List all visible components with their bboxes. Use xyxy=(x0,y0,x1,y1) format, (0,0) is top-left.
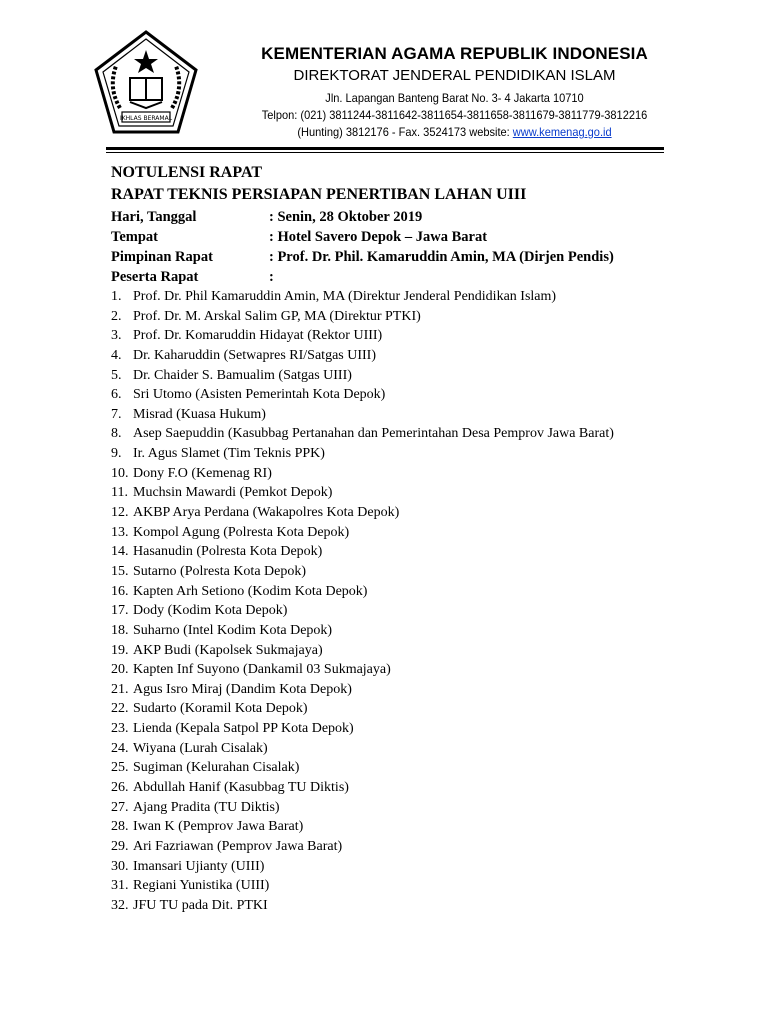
participant-item xyxy=(111,837,711,857)
meta-label: Tempat xyxy=(111,229,158,245)
participant-list xyxy=(111,287,711,916)
meta-label: Peserta Rapat xyxy=(111,269,199,285)
participant-name: Ari Fazriawan (Pemprov Jawa Barat) xyxy=(133,838,343,854)
participant-item xyxy=(111,542,711,562)
participant-name: Muchsin Mawardi (Pemkot Depok) xyxy=(133,485,333,501)
participant-number: 8. xyxy=(111,426,122,442)
participant-item xyxy=(111,739,711,759)
participant-name: Kompol Agung (Polresta Kota Depok) xyxy=(133,524,350,540)
participant-name: Sudarto (Koramil Kota Depok) xyxy=(133,701,308,717)
participant-number: 24. xyxy=(111,740,129,756)
participant-item xyxy=(111,680,711,700)
letterhead-divider-thick xyxy=(106,147,664,150)
participant-number: 11. xyxy=(111,485,128,501)
participant-number: 17. xyxy=(111,603,129,619)
participant-name: Misrad (Kuasa Hukum) xyxy=(133,406,266,422)
participant-item xyxy=(111,621,711,641)
participant-item xyxy=(111,366,711,386)
participant-item xyxy=(111,601,711,621)
meeting-details xyxy=(111,207,711,287)
document-subtitle: RAPAT TEKNIS PERSIAPAN PENERTIBAN LAHAN UIII xyxy=(111,186,527,203)
participant-item xyxy=(111,582,711,602)
participant-item xyxy=(111,719,711,739)
participant-name: Sutarno (Polresta Kota Depok) xyxy=(133,563,307,579)
participant-name: Kapten Arh Setiono (Kodim Kota Depok) xyxy=(133,583,368,599)
website-link[interactable]: www.kemenag.go.id xyxy=(512,125,612,139)
participant-item xyxy=(111,798,711,818)
meta-value: : Hotel Savero Depok – Jawa Barat xyxy=(269,229,488,245)
participant-number: 26. xyxy=(111,780,129,796)
participant-item xyxy=(111,641,711,661)
participant-name: Abdullah Hanif (Kasubbag TU Diktis) xyxy=(133,780,349,796)
participant-name: Suharno (Intel Kodim Kota Depok) xyxy=(133,622,333,638)
participant-item xyxy=(111,660,711,680)
participant-number: 22. xyxy=(111,701,129,717)
participant-number: 29. xyxy=(111,838,129,854)
participant-number: 5. xyxy=(111,367,122,383)
participant-number: 13. xyxy=(111,524,129,540)
participant-number: 4. xyxy=(111,347,122,363)
document-title: NOTULENSI RAPAT xyxy=(111,164,262,181)
document-body xyxy=(111,162,711,916)
participant-name: Dr. Chaider S. Bamualim (Satgas UIII) xyxy=(133,367,352,383)
participant-item xyxy=(111,562,711,582)
participant-item xyxy=(111,424,711,444)
participant-name: Dr. Kaharuddin (Setwapres RI/Satgas UIII) xyxy=(133,347,376,363)
participant-number: 14. xyxy=(111,544,129,560)
ministry-name: KEMENTERIAN AGAMA REPUBLIK INDONESIA xyxy=(261,44,648,63)
participant-item xyxy=(111,758,711,778)
participant-name: Prof. Dr. M. Arskal Salim GP, MA (Direktur PTKI) xyxy=(133,308,421,324)
participant-item xyxy=(111,464,711,484)
participant-name: AKP Budi (Kapolsek Sukmajaya) xyxy=(133,642,323,658)
participant-number: 7. xyxy=(111,406,122,422)
participant-number: 2. xyxy=(111,308,122,324)
participant-number: 6. xyxy=(111,387,122,403)
participant-name: Dony F.O (Kemenag RI) xyxy=(133,465,272,481)
participant-number: 31. xyxy=(111,878,129,894)
participant-item xyxy=(111,287,711,307)
logo-motto: IKHLAS BERAMAL xyxy=(119,115,173,122)
meta-row xyxy=(111,227,711,247)
participant-name: Imansari Ujianty (UIII) xyxy=(133,858,265,874)
participant-number: 16. xyxy=(111,583,129,599)
participant-number: 15. xyxy=(111,563,129,579)
participant-item xyxy=(111,385,711,405)
participant-number: 18. xyxy=(111,622,129,638)
directorate-name: DIREKTORAT JENDERAL PENDIDIKAN ISLAM xyxy=(293,67,616,84)
participant-number: 3. xyxy=(111,328,122,344)
kemenag-logo xyxy=(90,28,202,140)
participant-number: 32. xyxy=(111,897,129,913)
meta-value: : xyxy=(269,269,274,285)
meta-value: : Prof. Dr. Phil. Kamaruddin Amin, MA (Dirjen Pendis) xyxy=(269,249,614,265)
participant-number: 21. xyxy=(111,681,129,697)
letterhead-text xyxy=(232,44,677,139)
participant-name: Prof. Dr. Komaruddin Hidayat (Rektor UIII) xyxy=(133,328,383,344)
letterhead-divider-thin xyxy=(106,152,664,153)
participant-name: Dody (Kodim Kota Depok) xyxy=(133,603,288,619)
participant-name: Kapten Inf Suyono (Dankamil 03 Sukmajaya) xyxy=(133,662,391,678)
meta-value: : Senin, 28 Oktober 2019 xyxy=(269,209,423,225)
participant-name: Regiani Yunistika (UIII) xyxy=(133,878,270,894)
phone-numbers: Telpon: (021) 3811244-3811642-3811654-3811658-3811679-3811779-3812216 xyxy=(261,108,648,122)
meta-label: Hari, Tanggal xyxy=(111,209,197,225)
participant-name: Sri Utomo (Asisten Pemerintah Kota Depok) xyxy=(133,387,386,403)
participant-item xyxy=(111,444,711,464)
participant-name: Ir. Agus Slamet (Tim Teknis PPK) xyxy=(133,446,325,462)
participant-number: 10. xyxy=(111,465,129,481)
hunting-fax-line xyxy=(250,125,659,139)
participant-item xyxy=(111,896,711,916)
participant-name: Iwan K (Pemprov Jawa Barat) xyxy=(133,819,304,835)
participant-item xyxy=(111,699,711,719)
participant-number: 12. xyxy=(111,505,129,521)
meta-row xyxy=(111,247,711,267)
participant-item xyxy=(111,405,711,425)
participant-number: 20. xyxy=(111,662,129,678)
participant-item xyxy=(111,346,711,366)
participant-number: 27. xyxy=(111,799,129,815)
participant-name: AKBP Arya Perdana (Wakapolres Kota Depok) xyxy=(133,505,400,521)
participant-item xyxy=(111,778,711,798)
participant-item xyxy=(111,326,711,346)
participant-item xyxy=(111,483,711,503)
participant-item xyxy=(111,857,711,877)
participant-number: 19. xyxy=(111,642,129,658)
participant-number: 25. xyxy=(111,760,129,776)
participant-name: Prof. Dr. Phil Kamaruddin Amin, MA (Direktur Jenderal Pendidikan Islam) xyxy=(133,289,557,304)
meta-label: Pimpinan Rapat xyxy=(111,249,213,265)
participant-name: Lienda (Kepala Satpol PP Kota Depok) xyxy=(133,721,354,737)
participant-item xyxy=(111,503,711,523)
participant-number: 23. xyxy=(111,721,129,737)
participant-name: Ajang Pradita (TU Diktis) xyxy=(133,799,280,815)
participant-item xyxy=(111,876,711,896)
address: Jln. Lapangan Banteng Barat No. 3- 4 Jakarta 10710 xyxy=(325,91,584,105)
participant-number: 9. xyxy=(111,446,122,462)
participant-number: 1. xyxy=(111,289,122,304)
participant-item xyxy=(111,307,711,327)
participant-number: 30. xyxy=(111,858,129,874)
participant-number: 28. xyxy=(111,819,129,835)
letterhead xyxy=(0,0,768,145)
participant-name: Wiyana (Lurah Cisalak) xyxy=(133,740,268,756)
meta-row xyxy=(111,207,711,227)
meta-row xyxy=(111,267,711,287)
participant-item xyxy=(111,817,711,837)
participant-name: JFU TU pada Dit. PTKI xyxy=(133,897,268,913)
participant-name: Agus Isro Miraj (Dandim Kota Depok) xyxy=(133,681,352,697)
participant-name: Asep Saepuddin (Kasubbag Pertanahan dan Pemerintahan Desa Pemprov Jawa Barat) xyxy=(133,426,614,442)
participant-item xyxy=(111,523,711,543)
participant-name: Sugiman (Kelurahan Cisalak) xyxy=(133,760,300,776)
participant-name: Hasanudin (Polresta Kota Depok) xyxy=(133,544,323,560)
hunting-fax: (Hunting) 3812176 - Fax. 3524173 website: xyxy=(297,125,513,139)
